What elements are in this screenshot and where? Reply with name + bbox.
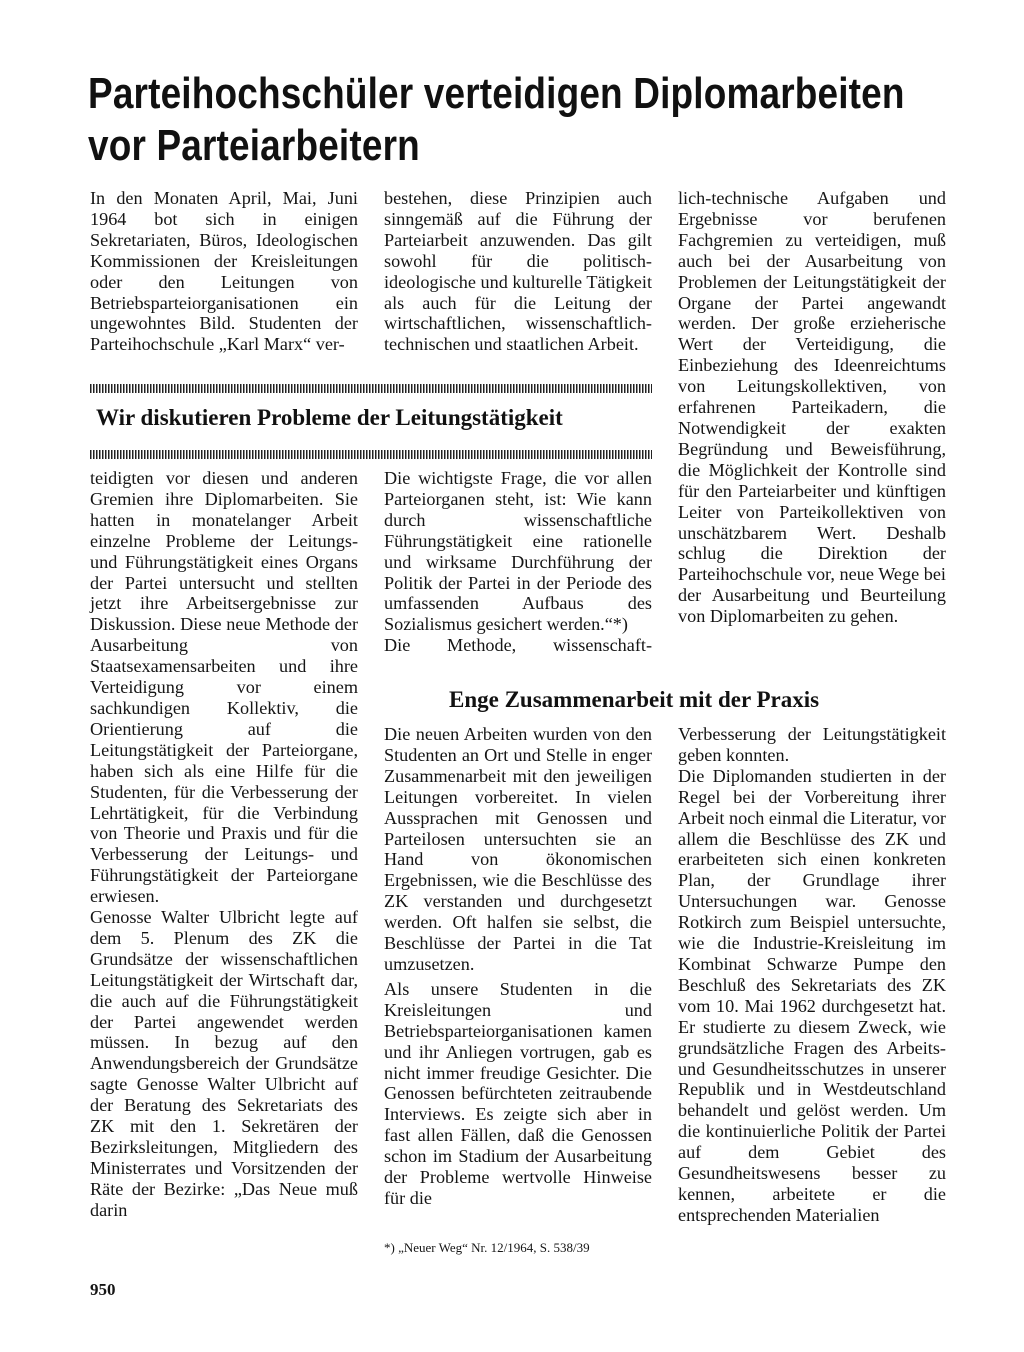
paragraph: bestehen, diese Prinzipien auch sinngemäß auf die Führung der Parteiarbeit anzuwenden. Das gilt sowohl für die politisch-ideologische und kulturelle Tätigkeit als auch für die Leitung der wirtschaftlichen, wissenschaftlich-technischen und staatlichen Arbeit. — [384, 188, 652, 355]
paragraph: Die Diplomanden studierten in der Regel bei der Vorbereitung ihrer Arbeit noch einmal die Literatur, vor allem die Beschlüsse des ZK und erarbeiteten sich einen konkreten Plan, der Grundlage ihrer Untersuchungen war. Genosse Rotkirch zum Beispiel untersuchte, wie die Industrie-Kreisleitung im Kombinat Schwarze Pumpe den Beschluß des Sekretariats des ZK vom 10. Mai 1962 durchgesetzt hat. Er studierte zu diesem Zweck, wie grundsätzliche Fragen des Arbeits- und Gesundheitsschutzes in unserer Republik und in Westdeutschland behandelt und gelöst werden. Um die kontinuierliche Politik der Partei auf dem Gebiet des Gesundheitswesens besser zu kennen, arbeitete er die entsprechenden Materialien — [678, 765, 946, 1225]
column-1-body — [90, 468, 358, 1221]
paragraph: Die Methode, wissenschaft- — [384, 635, 652, 656]
footnote: *) „Neuer Weg“ Nr. 12/1964, S. 538/39 — [384, 1240, 590, 1255]
headline-line-2: vor Parteiarbeitern — [88, 121, 420, 170]
decorative-rule-top — [90, 384, 652, 393]
paragraph: Verbesserung der Leitungstätigkeit geben konnten. — [678, 724, 946, 765]
page-number: 950 — [90, 1280, 116, 1299]
subheading-leitungstaetigkeit: Wir diskutieren Probleme der Leitungstätigkeit — [96, 405, 563, 430]
column-1-top — [90, 188, 358, 355]
paragraph: In den Monaten April, Mai, Juni 1964 bot sich in einigen Sekretariaten, Büros, Ideologischen Kommissionen der Kreisleitungen oder den Leitungen von Betriebsparteiorganisationen ein ungewohntes Bild. Studenten der Parteihochschule „Karl Marx“ ver- — [90, 188, 358, 355]
paragraph: teidigten vor diesen und anderen Gremien ihre Diplomarbeiten. Sie hatten in monatelanger Arbeit einzelne Probleme der Leitungs- und Führungstätigkeit eines Organs der Partei untersucht und stellten jetzt ihre Arbeitsergebnisse zur Diskussion. Diese neue Methode der Ausarbeitung von Staatsexamensarbeiten und ihre Verteidigung vor einem sachkundigen Kollektiv, die Orientierung auf die Leitungstätigkeit der Parteiorgane, haben sich als eine Hilfe für die Studenten, für die Verbesserung der Lehrtätigkeit, für die Verbindung von Theorie und Praxis und für die Verbesserung der Leitungs- und Führungstätigkeit der Parteiorgane erwiesen. — [90, 468, 358, 907]
column-3-bottom — [678, 724, 946, 1226]
column-2-bottom — [384, 724, 652, 1209]
paragraph: Die neuen Arbeiten wurden von den Studenten an Ort und Stelle in enger Zusammenarbeit mit den jeweiligen Leitungen vorbereitet. In vielen Aussprachen mit Genossen und Parteilosen untersuchten sie an Hand von ökonomischen Ergebnissen, wie die Beschlüsse des ZK verstanden und durchgesetzt werden. Oft halfen sie selbst, die Beschlüsse der Partei in die Tat umzusetzen. — [384, 724, 652, 974]
column-2-top — [384, 188, 652, 355]
paragraph: lich-technische Aufgaben und Ergebnisse vor berufenen Fachgremien zu verteidigen, muß auch bei der Ausarbeitung von Problemen der Leitungstätigkeit der Organe der Partei angewandt werden. Der große erzieherische Wert der Verteidigung, die Einbeziehung des Ideenreichtums von Leitungskollektiven, von erfahrenen Parteikadern, die Notwendigkeit der exakten Begründung und Beweisführung, die Möglichkeit der Kontrolle sind für den Parteiarbeiter und künftigen Leiter von Parteikollektiven von unschätzbarem Wert. Deshalb schlug die Direktion der Parteihochschule vor, neue Wege bei der Ausarbeitung und Beurteilung von Diplomarbeiten zu gehen. — [678, 188, 946, 627]
paragraph: Als unsere Studenten in die Kreisleitungen und Betriebsparteiorganisationen kamen und ihr Anliegen vortrugen, gab es nicht immer freudige Gesichter. Die Genossen befürchteten zeitraubende Interviews. Es zeigte sich aber in fast allen Fällen, daß die Genossen schon im Stadium der Ausarbeitung der Probleme wertvolle Hinweise für die — [384, 978, 652, 1208]
decorative-rule-bottom — [90, 450, 652, 459]
column-2-middle — [384, 468, 652, 656]
column-3 — [678, 188, 946, 627]
headline-line-1: Parteihochschüler verteidigen Diplomarbeiten — [88, 69, 905, 118]
paragraph: Die wichtigste Frage, die vor allen Parteiorganen steht, ist: Wie kann durch wissenschaftliche Führungstätigkeit eine rationelle und wirksame Durchführung der Politik der Partei in der Periode des umfassenden Aufbaus des Sozialismus gesichert werden.“*) — [384, 468, 652, 635]
paragraph: Genosse Walter Ulbricht legte auf dem 5. Plenum des ZK die Grundsätze der wissenschaftlichen Leitungstätigkeit der Wirtschaft dar, die auch auf die Führungstätigkeit der Partei angewendet werden müssen. In bezug auf den Anwendungsbereich der Grundsätze sagte Genosse Walter Ulbricht auf der Beratung des Sekretariats des ZK mit den 1. Sekretären der Bezirksleitungen, Mitgliedern des Ministerrates und Vorsitzenden der Räte der Bezirke: „Das Neue muß darin — [90, 907, 358, 1220]
article-headline — [88, 68, 905, 172]
subheading-praxis: Enge Zusammenarbeit mit der Praxis — [449, 687, 820, 712]
